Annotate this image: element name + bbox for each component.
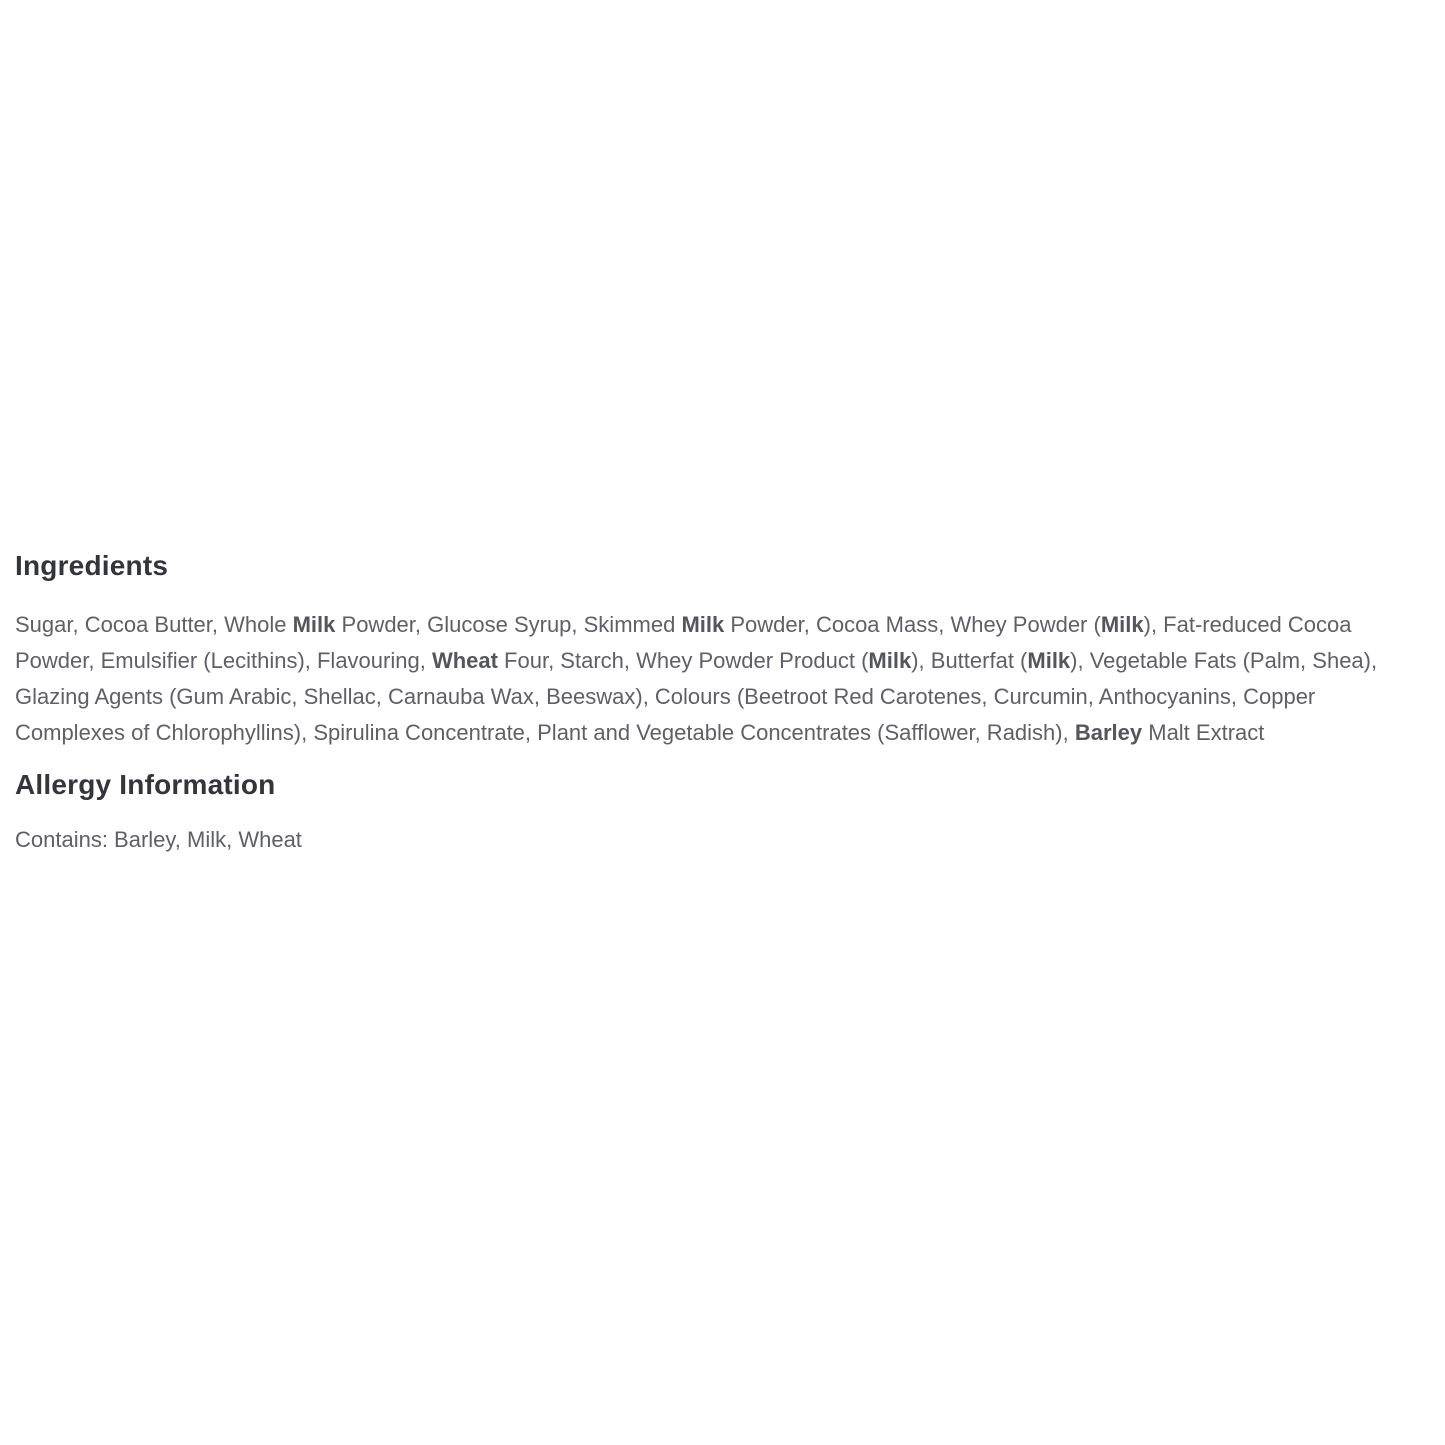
ingredients-text: Sugar, Cocoa Butter, Whole Milk Powder, Glucose Syrup, Skimmed Milk Powder, Cocoa Mass, Whey Powder (Milk), Fat-reduced Cocoa Powder, Emulsifier (Lecithins), Flavouring, Wheat Four, Starch, Whey Powder Product (Milk), Butterfat (Milk), Vegetable Fats (Palm, Shea), Glazing Agents (Gum Arabic, Shellac, Carnauba Wax, Beeswax), Colours (Beetroot Red Carotenes, Curcumin, Anthocyanins, Copper Complexes of Chlorophyllins), Spirulina Concentrate, Plant and Vegetable Concentrates (Safflower, Radish), Barley Malt Extract bbox=[15, 612, 1378, 745]
ingredients-heading: Ingredients bbox=[15, 550, 169, 581]
allergy-contains-text: Contains: Barley, Milk, Wheat bbox=[15, 827, 302, 852]
allergy-information-heading: Allergy Information bbox=[15, 769, 276, 800]
